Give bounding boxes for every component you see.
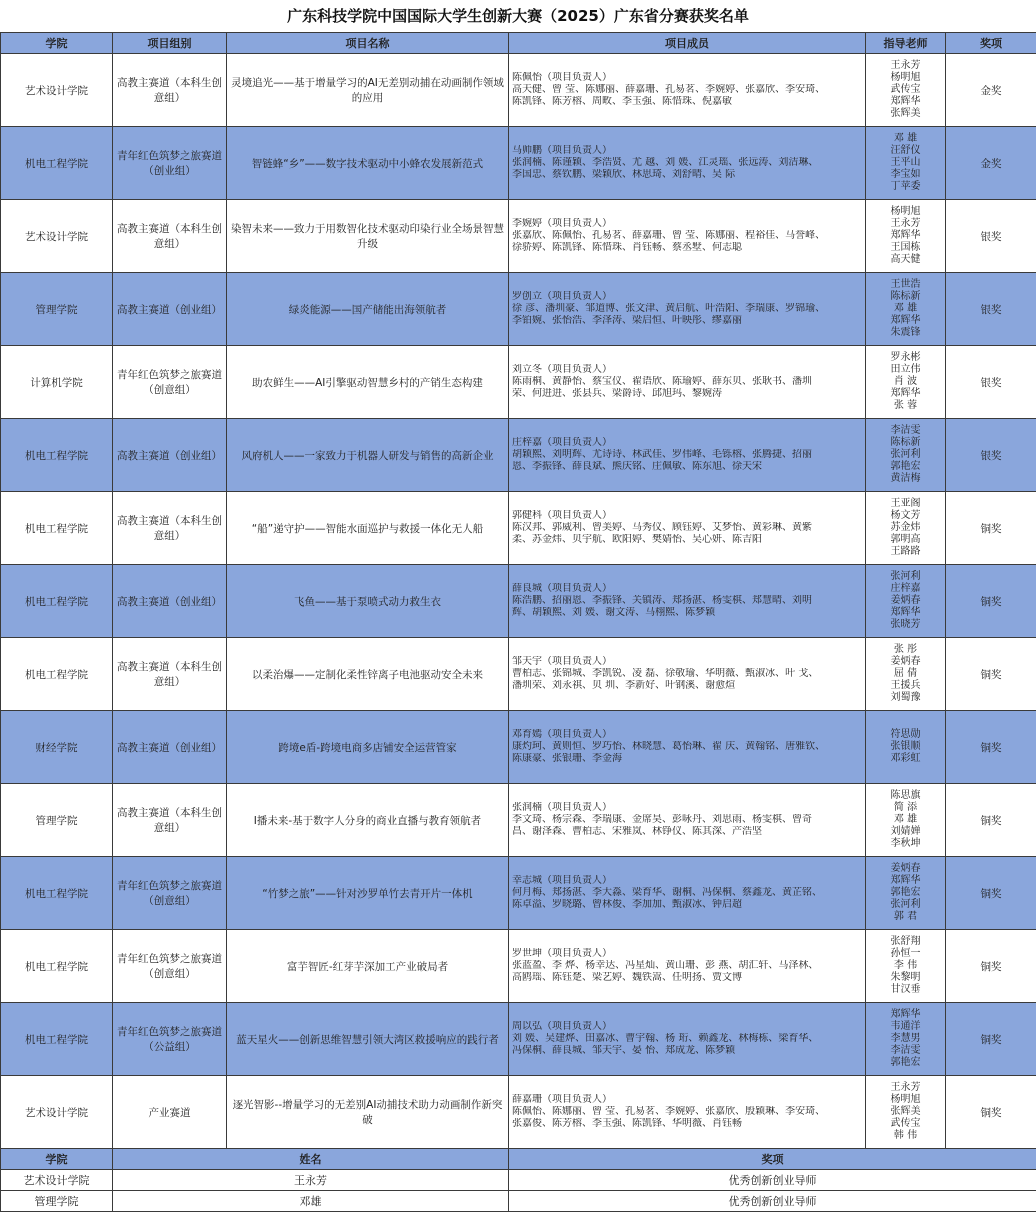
teacher-name: 姜炳春 — [869, 863, 942, 875]
members-cell — [509, 565, 866, 638]
member-line: 邓育嫣（项目负责人） — [512, 729, 862, 741]
member-line: 曹柏志、张锦城、李凯锐、凌 磊、徐敬瑜、华明薇、甄淑冰、叶 戈、 — [512, 668, 862, 680]
summary-college-cell: 艺术设计学院 — [1, 1170, 113, 1191]
member-line: 潘圳荣、刘永祺、贝 圳、李新好、叶钢溪、谢愈煊 — [512, 680, 862, 692]
teacher-name: 郑辉华 — [869, 875, 942, 887]
members-cell — [509, 127, 866, 200]
teachers-cell — [866, 54, 946, 127]
award-cell: 铜奖 — [946, 1076, 1036, 1149]
project-name-cell: I播未来-基于数字人分身的商业直播与教育领航者 — [227, 784, 509, 857]
college-cell: 机电工程学院 — [1, 419, 113, 492]
college-cell: 机电工程学院 — [1, 1003, 113, 1076]
teachers-cell — [866, 930, 946, 1003]
group-cell: 高教主赛道（创业组） — [113, 565, 227, 638]
college-cell: 机电工程学院 — [1, 638, 113, 711]
column-header: 项目名称 — [227, 33, 509, 54]
member-line: 陈汉邦、郭威利、曾美婷、马秀仪、顾钰婷、艾梦怡、黄彩琳、黄紫 — [512, 522, 862, 534]
members-cell — [509, 346, 866, 419]
member-line: 李文琦、杨宗森、李瑞康、金席昊、彭咏丹、刘思雨、杨雯棋、曾奇 — [512, 814, 862, 826]
group-cell: 高教主赛道（本科生创意组） — [113, 638, 227, 711]
teacher-name: 张 蓉 — [869, 400, 942, 412]
member-line: 陈雨桐、黄静怡、蔡宝仪、翟语欣、陈瑜婷、薛东贝、张耿书、潘圳 — [512, 376, 862, 388]
table-row — [1, 127, 1036, 200]
members-cell — [509, 638, 866, 711]
teacher-name: 邓彩虹 — [869, 753, 942, 765]
teacher-name: 汪舒仪 — [869, 145, 942, 157]
teacher-name: 郑辉华 — [869, 388, 942, 400]
member-line: 何月梅、郑扬湛、李大淼、梁育华、谢桐、冯保桐、蔡鑫龙、黄芷铭、 — [512, 887, 862, 899]
award-cell: 铜奖 — [946, 492, 1036, 565]
member-line: 李铂婉、张怡浩、李泽涛、梁启恒、叶映彤、缪嘉丽 — [512, 315, 862, 327]
teacher-name: 王永芳 — [869, 1082, 942, 1094]
award-cell: 银奖 — [946, 200, 1036, 273]
group-cell: 青年红色筑梦之旅赛道（公益组） — [113, 1003, 227, 1076]
column-header: 奖项 — [509, 1149, 1036, 1170]
teacher-name: 陈标新 — [869, 437, 942, 449]
teacher-name: 郭艳宏 — [869, 461, 942, 473]
members-cell — [509, 54, 866, 127]
members-cell — [509, 857, 866, 930]
teachers-cell — [866, 346, 946, 419]
award-cell: 金奖 — [946, 127, 1036, 200]
table-row — [1, 711, 1036, 784]
teacher-name: 符思勋 — [869, 729, 942, 741]
teacher-name: 庄梓嘉 — [869, 583, 942, 595]
teacher-name: 张河利 — [869, 571, 942, 583]
award-cell: 铜奖 — [946, 784, 1036, 857]
member-line: 张润楠、陈谨颖、李浩贤、尤 越、刘 媛、江灵瑶、张远涛、刘洁琳、 — [512, 157, 862, 169]
award-cell: 银奖 — [946, 346, 1036, 419]
summary-header-row — [1, 1149, 1036, 1170]
teacher-name: 罗永彬 — [869, 352, 942, 364]
member-line: 薛良城（项目负责人） — [512, 583, 862, 595]
teachers-cell — [866, 273, 946, 346]
teacher-name: 简 添 — [869, 802, 942, 814]
members-cell — [509, 492, 866, 565]
teacher-name: 杨文芳 — [869, 510, 942, 522]
teacher-name: 王平山 — [869, 157, 942, 169]
group-cell: 高教主赛道（本科生创意组） — [113, 784, 227, 857]
group-cell: 高教主赛道（创业组） — [113, 419, 227, 492]
teacher-name: 肖 波 — [869, 376, 942, 388]
group-cell: 高教主赛道（本科生创意组） — [113, 492, 227, 565]
table-row — [1, 273, 1036, 346]
group-cell: 高教主赛道（本科生创意组） — [113, 54, 227, 127]
member-line: 徐骄婷、陈凯锋、陈惜珠、肖钰畅、蔡丞墅、何志聪 — [512, 242, 862, 254]
summary-award-cell: 优秀创新创业导师 — [509, 1170, 1036, 1191]
college-cell: 艺术设计学院 — [1, 54, 113, 127]
project-name-cell: 以柔治爆——定制化柔性锌离子电池驱动安全未来 — [227, 638, 509, 711]
group-cell: 青年红色筑梦之旅赛道（创意组） — [113, 930, 227, 1003]
member-line: 荣、何进进、张县兵、梁爵诗、邱旭玛、黎婉涛 — [512, 388, 862, 400]
member-line: 胡颖熙、刘明辉、尤诗诗、林武佳、罗伟峰、毛铄榕、张腾捷、招丽 — [512, 449, 862, 461]
member-line: 李婉婷（项目负责人） — [512, 218, 862, 230]
member-line: 薛嘉珊（项目负责人） — [512, 1094, 862, 1106]
teacher-name: 刘婧婵 — [869, 826, 942, 838]
award-table — [0, 32, 1036, 1212]
teacher-name: 张 彤 — [869, 644, 942, 656]
column-header: 姓名 — [113, 1149, 509, 1170]
teacher-name: 陈思旗 — [869, 790, 942, 802]
member-line: 邹天宇（项目负责人） — [512, 656, 862, 668]
teacher-name: 邓 雄 — [869, 814, 942, 826]
member-line: 周以弘（项目负责人） — [512, 1021, 862, 1033]
table-row — [1, 857, 1036, 930]
teacher-name: 韩 伟 — [869, 1130, 942, 1142]
college-cell: 艺术设计学院 — [1, 1076, 113, 1149]
member-line: 昌、谢泽森、曹柏志、宋雅岚、林铮仪、陈其深、产浩坚 — [512, 826, 862, 838]
project-name-cell: 逐光智影--增量学习的无差别AI动捕技术助力动画制作新突破 — [227, 1076, 509, 1149]
teacher-name: 武传宝 — [869, 84, 942, 96]
teacher-name: 刘蜀豫 — [869, 692, 942, 704]
teachers-cell — [866, 565, 946, 638]
project-name-cell: 绿炎能源——国产储能出海领航者 — [227, 273, 509, 346]
members-cell — [509, 1003, 866, 1076]
teacher-name: 郑辉华 — [869, 315, 942, 327]
member-line: 柔、苏金炜、贝宇航、欧阳婷、樊婧怡、吴心妍、陈吉阳 — [512, 534, 862, 546]
member-line: 张嘉俊、陈芳榕、李玉强、陈凯锋、华明薇、肖钰畅 — [512, 1118, 862, 1130]
teacher-name: 武传宝 — [869, 1118, 942, 1130]
member-line: 李国忠、蔡钦鹏、梁颖欣、林思琦、刘舒晴、吴 际 — [512, 169, 862, 181]
teacher-name: 甘汉垂 — [869, 984, 942, 996]
award-cell: 铜奖 — [946, 711, 1036, 784]
college-cell: 机电工程学院 — [1, 857, 113, 930]
teacher-name: 张河利 — [869, 899, 942, 911]
members-cell — [509, 930, 866, 1003]
teachers-cell — [866, 857, 946, 930]
table-row — [1, 419, 1036, 492]
award-cell: 银奖 — [946, 419, 1036, 492]
teacher-name: 郭明高 — [869, 534, 942, 546]
college-cell: 机电工程学院 — [1, 565, 113, 638]
teacher-name: 王世浩 — [869, 279, 942, 291]
award-cell: 铜奖 — [946, 638, 1036, 711]
project-name-cell: 蓝天星火——创新思维智慧引领大湾区救援响应的践行者 — [227, 1003, 509, 1076]
college-cell: 管理学院 — [1, 784, 113, 857]
member-line: 恩、李振锋、薛良斌、熊庆铭、庄佩敏、陈东旭、徐天宋 — [512, 461, 862, 473]
teacher-name: 张银顺 — [869, 741, 942, 753]
teachers-cell — [866, 419, 946, 492]
member-line: 陈佩怡（项目负责人） — [512, 72, 862, 84]
teacher-name: 李洁雯 — [869, 1045, 942, 1057]
teachers-cell — [866, 127, 946, 200]
project-name-cell: 跨境e盾-跨境电商多店铺安全运营管家 — [227, 711, 509, 784]
teacher-name: 屈 倩 — [869, 668, 942, 680]
award-cell: 银奖 — [946, 273, 1036, 346]
teacher-name: 杨明旭 — [869, 206, 942, 218]
member-line: 陈佩怡、陈娜丽、曾 莹、孔易茗、李婉婷、张嘉欣、殷颖琳、李安琦、 — [512, 1106, 862, 1118]
project-name-cell: 助农鲜生——AI引擎驱动智慧乡村的产销生态构建 — [227, 346, 509, 419]
award-cell: 铜奖 — [946, 1003, 1036, 1076]
award-cell: 铜奖 — [946, 857, 1036, 930]
members-cell — [509, 1076, 866, 1149]
group-cell: 青年红色筑梦之旅赛道（创意组） — [113, 857, 227, 930]
teacher-name: 姜炳春 — [869, 656, 942, 668]
teacher-name: 张辉美 — [869, 108, 942, 120]
group-cell: 高教主赛道（创业组） — [113, 711, 227, 784]
summary-name-cell: 王永芳 — [113, 1170, 509, 1191]
member-line: 徐 彦、潘圳豪、邹道博、张文津、黄启航、叶浩阳、李瑞康、罗锦瑜、 — [512, 303, 862, 315]
teacher-name: 张辉美 — [869, 1106, 942, 1118]
teacher-name: 姜炳春 — [869, 595, 942, 607]
summary-college-cell: 管理学院 — [1, 1191, 113, 1212]
college-cell: 机电工程学院 — [1, 492, 113, 565]
member-line: 辉、胡颖熙、刘 媛、谢文涛、马栩熙、陈梦颖 — [512, 607, 862, 619]
teacher-name: 李宝如 — [869, 169, 942, 181]
teacher-name: 张河利 — [869, 449, 942, 461]
member-line: 张润楠（项目负责人） — [512, 802, 862, 814]
teacher-name: 王国栋 — [869, 242, 942, 254]
group-cell: 产业赛道 — [113, 1076, 227, 1149]
member-line: 郭健科（项目负责人） — [512, 510, 862, 522]
project-name-cell: 智链蜂“乡”——数字技术驱动中小蜂农发展新范式 — [227, 127, 509, 200]
group-cell: 高教主赛道（创业组） — [113, 273, 227, 346]
teacher-name: 李秋坤 — [869, 838, 942, 850]
teacher-name: 王永芳 — [869, 218, 942, 230]
college-cell: 机电工程学院 — [1, 930, 113, 1003]
table-header-row — [1, 33, 1036, 54]
teacher-name: 朱震锋 — [869, 327, 942, 339]
member-line: 庄梓嘉（项目负责人） — [512, 437, 862, 449]
group-cell: 青年红色筑梦之旅赛道（创业组） — [113, 127, 227, 200]
summary-row — [1, 1170, 1036, 1191]
project-name-cell: 染智未来——致力于用数智化技术驱动印染行业全场景智慧升级 — [227, 200, 509, 273]
table-row — [1, 565, 1036, 638]
teacher-name: 李慧男 — [869, 1033, 942, 1045]
project-name-cell: 灵境追光——基于增量学习的AI无差别动捕在动画制作领域的应用 — [227, 54, 509, 127]
teacher-name: 杨明旭 — [869, 1094, 942, 1106]
members-cell — [509, 273, 866, 346]
column-header: 指导老师 — [866, 33, 946, 54]
teacher-name: 孙恒一 — [869, 948, 942, 960]
teachers-cell — [866, 492, 946, 565]
summary-award-cell: 优秀创新创业导师 — [509, 1191, 1036, 1212]
teachers-cell — [866, 784, 946, 857]
table-row — [1, 346, 1036, 419]
member-line: 罗世坤（项目负责人） — [512, 948, 862, 960]
teacher-name: 王路路 — [869, 546, 942, 558]
teacher-name: 郭 君 — [869, 911, 942, 923]
teacher-name: 杨明旭 — [869, 72, 942, 84]
table-row — [1, 54, 1036, 127]
table-row — [1, 1076, 1036, 1149]
teachers-cell — [866, 1076, 946, 1149]
teacher-name: 丁苹委 — [869, 181, 942, 193]
award-cell: 铜奖 — [946, 565, 1036, 638]
column-header: 项目组别 — [113, 33, 227, 54]
college-cell: 艺术设计学院 — [1, 200, 113, 273]
teacher-name: 高天健 — [869, 254, 942, 266]
teacher-name: 郑辉华 — [869, 607, 942, 619]
member-line: 马帅鹏（项目负责人） — [512, 145, 862, 157]
teacher-name: 王援兵 — [869, 680, 942, 692]
member-line: 高天健、曾 莹、陈娜丽、薛嘉珊、孔易茗、李婉婷、张嘉欣、李安琦、 — [512, 84, 862, 96]
project-name-cell: 飞鱼——基于泵喷式动力救生衣 — [227, 565, 509, 638]
teacher-name: 郭艳宏 — [869, 887, 942, 899]
teacher-name: 田立伟 — [869, 364, 942, 376]
college-cell: 财经学院 — [1, 711, 113, 784]
teacher-name: 邓 雄 — [869, 303, 942, 315]
column-header: 学院 — [1, 33, 113, 54]
summary-name-cell: 邓雄 — [113, 1191, 509, 1212]
member-line: 陈康豪、张银珊、李金海 — [512, 753, 862, 765]
members-cell — [509, 784, 866, 857]
summary-row — [1, 1191, 1036, 1212]
group-cell: 高教主赛道（本科生创意组） — [113, 200, 227, 273]
teacher-name: 李洁雯 — [869, 425, 942, 437]
table-row — [1, 1003, 1036, 1076]
teacher-name: 郭艳宏 — [869, 1057, 942, 1069]
members-cell — [509, 200, 866, 273]
award-cell: 金奖 — [946, 54, 1036, 127]
member-line: 罗创立（项目负责人） — [512, 291, 862, 303]
member-line: 陈浩鹏、招丽恩、李振锋、关镇涛、郑扬湛、杨雯棋、郑慧晴、刘明 — [512, 595, 862, 607]
member-line: 张嘉欣、陈佩怡、孔易茗、薛嘉珊、曾 莹、陈娜丽、程裕佳、马誉峰、 — [512, 230, 862, 242]
teachers-cell — [866, 711, 946, 784]
teacher-name: 郑辉华 — [869, 230, 942, 242]
project-name-cell: “竹梦之旅”——针对沙罗单竹去青开片一体机 — [227, 857, 509, 930]
group-cell: 青年红色筑梦之旅赛道（创意组） — [113, 346, 227, 419]
table-row — [1, 492, 1036, 565]
college-cell: 计算机学院 — [1, 346, 113, 419]
award-cell: 铜奖 — [946, 930, 1036, 1003]
member-line: 陈凯锋、陈芳榕、周畋、李玉强、陈惜珠、倪嘉敏 — [512, 96, 862, 108]
member-line: 高鸥瑶、陈钰楚、梁艺婷、魏铁嵩、任明扬、贾文博 — [512, 972, 862, 984]
member-line: 康灼珂、黄则恒、罗巧怡、林晓慧、葛怡琳、翟 庆、黄翰铭、唐雅钦、 — [512, 741, 862, 753]
teachers-cell — [866, 638, 946, 711]
teacher-name: 郑辉华 — [869, 96, 942, 108]
table-row — [1, 784, 1036, 857]
column-header: 学院 — [1, 1149, 113, 1170]
member-line: 陈卓溢、罗晓璐、曾林俊、李加加、甄淑冰、钟启超 — [512, 899, 862, 911]
teacher-name: 张舒翔 — [869, 936, 942, 948]
members-cell — [509, 711, 866, 784]
teacher-name: 陈标新 — [869, 291, 942, 303]
project-name-cell: 风府机人——一家致力于机器人研发与销售的高新企业 — [227, 419, 509, 492]
column-header: 项目成员 — [509, 33, 866, 54]
page-title: 广东科技学院中国国际大学生创新大赛（2025）广东省分赛获奖名单 — [0, 0, 1036, 32]
teacher-name: 韦通洋 — [869, 1021, 942, 1033]
table-row — [1, 200, 1036, 273]
member-line: 张蓝盈、李 烨、杨幸达、冯星灿、黄山珊、彭 燕、胡汇轩、马泽林、 — [512, 960, 862, 972]
college-cell: 管理学院 — [1, 273, 113, 346]
teachers-cell — [866, 1003, 946, 1076]
table-row — [1, 638, 1036, 711]
member-line: 幸志城（项目负责人） — [512, 875, 862, 887]
teacher-name: 张晓芳 — [869, 619, 942, 631]
project-name-cell: “船”递守护——智能水面巡护与救援一体化无人船 — [227, 492, 509, 565]
teacher-name: 黄洁梅 — [869, 473, 942, 485]
member-line: 刘 媛、吴建烨、田嘉冰、曹宇翰、杨 珩、赖鑫龙、林梅栋、梁育华、 — [512, 1033, 862, 1045]
teacher-name: 王永芳 — [869, 60, 942, 72]
project-name-cell: 富芋智匠-红芽芋深加工产业破局者 — [227, 930, 509, 1003]
column-header: 奖项 — [946, 33, 1036, 54]
member-line: 刘立冬（项目负责人） — [512, 364, 862, 376]
teacher-name: 朱黎明 — [869, 972, 942, 984]
teacher-name: 李 伟 — [869, 960, 942, 972]
teacher-name: 邓 雄 — [869, 133, 942, 145]
table-row — [1, 930, 1036, 1003]
teacher-name: 王亚阁 — [869, 498, 942, 510]
college-cell: 机电工程学院 — [1, 127, 113, 200]
teacher-name: 苏金炜 — [869, 522, 942, 534]
members-cell — [509, 419, 866, 492]
teacher-name: 郑辉华 — [869, 1009, 942, 1021]
member-line: 冯保桐、薛良城、邹天宇、晏 怡、郑成龙、陈梦颖 — [512, 1045, 862, 1057]
teachers-cell — [866, 200, 946, 273]
